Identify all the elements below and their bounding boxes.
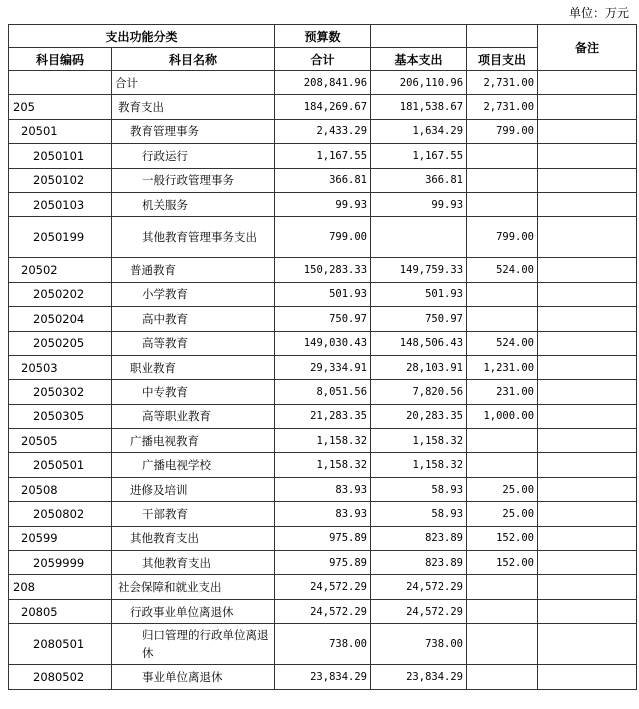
- cell-remark: [538, 307, 637, 331]
- cell-code: 2050802: [9, 502, 112, 526]
- table-row: [9, 624, 637, 665]
- cell-name: 教育管理事务: [112, 119, 275, 143]
- col-code-header: 科目编码: [9, 48, 112, 71]
- cell-remark: [538, 502, 637, 526]
- cell-name: 高等教育: [112, 331, 275, 355]
- cell-total: 1,167.55: [275, 144, 371, 168]
- cell-basic: 206,110.96: [371, 71, 467, 95]
- cell-remark: [538, 575, 637, 599]
- cell-remark: [538, 217, 637, 258]
- cell-remark: [538, 380, 637, 404]
- cell-basic: 366.81: [371, 168, 467, 192]
- cell-project: 25.00: [467, 502, 538, 526]
- cell-name: 其他教育管理事务支出: [112, 217, 275, 258]
- cell-basic: [371, 217, 467, 258]
- cell-remark: [538, 258, 637, 282]
- cell-total: 149,030.43: [275, 331, 371, 355]
- budget-title: 预算数: [275, 25, 371, 48]
- cell-basic: 501.93: [371, 282, 467, 306]
- cell-project: [467, 282, 538, 306]
- table-row: [9, 551, 637, 575]
- cell-total: 29,334.91: [275, 355, 371, 379]
- cell-code: 20599: [9, 526, 112, 550]
- cell-remark: [538, 551, 637, 575]
- cell-basic: 738.00: [371, 624, 467, 665]
- cell-remark: [538, 404, 637, 428]
- cell-total: 366.81: [275, 168, 371, 192]
- cell-name: 一般行政管理事务: [112, 168, 275, 192]
- table-row: [9, 502, 637, 526]
- cell-project: [467, 168, 538, 192]
- cell-basic: 99.93: [371, 192, 467, 216]
- cell-name: 事业单位离退休: [112, 665, 275, 689]
- cell-total: 184,269.67: [275, 95, 371, 119]
- cell-basic: 58.93: [371, 502, 467, 526]
- cell-remark: [538, 95, 637, 119]
- table-row: [9, 217, 637, 258]
- cell-total: 975.89: [275, 551, 371, 575]
- cell-total: 1,158.32: [275, 453, 371, 477]
- cell-total: 799.00: [275, 217, 371, 258]
- cell-project: [467, 429, 538, 453]
- cell-name: 干部教育: [112, 502, 275, 526]
- cell-name: 中专教育: [112, 380, 275, 404]
- cell-total: 2,433.29: [275, 119, 371, 143]
- table-row: [9, 258, 637, 282]
- cell-code: 2050305: [9, 404, 112, 428]
- cell-remark: [538, 453, 637, 477]
- cell-basic: 1,634.29: [371, 119, 467, 143]
- cell-remark: [538, 665, 637, 689]
- cell-name: 广播电视学校: [112, 453, 275, 477]
- table-row: [9, 575, 637, 599]
- cell-project: 2,731.00: [467, 71, 538, 95]
- table-row: [9, 453, 637, 477]
- remark-header: 备注: [538, 25, 637, 71]
- table-row: [9, 119, 637, 143]
- cell-basic: 148,506.43: [371, 331, 467, 355]
- header-empty-2: [467, 25, 538, 48]
- table-row: [9, 355, 637, 379]
- cell-remark: [538, 477, 637, 501]
- cell-code: 20501: [9, 119, 112, 143]
- cell-basic: 20,283.35: [371, 404, 467, 428]
- cell-project: 231.00: [467, 380, 538, 404]
- cell-basic: 1,167.55: [371, 144, 467, 168]
- cell-code: 20508: [9, 477, 112, 501]
- cell-code: 2050204: [9, 307, 112, 331]
- cell-code: 205: [9, 95, 112, 119]
- cell-total: 738.00: [275, 624, 371, 665]
- cell-remark: [538, 429, 637, 453]
- table-row: [9, 380, 637, 404]
- cell-total: 750.97: [275, 307, 371, 331]
- cell-project: 799.00: [467, 119, 538, 143]
- table-row: [9, 168, 637, 192]
- col-total-header: 合计: [275, 48, 371, 71]
- cell-name: 社会保障和就业支出: [112, 575, 275, 599]
- table-row: [9, 331, 637, 355]
- cell-total: 99.93: [275, 192, 371, 216]
- unit-label: 单位：万元: [568, 6, 629, 20]
- cell-code: 2050103: [9, 192, 112, 216]
- cell-remark: [538, 119, 637, 143]
- table-row: [9, 192, 637, 216]
- cell-name: 职业教育: [112, 355, 275, 379]
- table-row: [9, 307, 637, 331]
- cell-remark: [538, 599, 637, 623]
- cell-name: 归口管理的行政单位离退休: [112, 624, 275, 665]
- cell-remark: [538, 71, 637, 95]
- header-row-1: [9, 25, 637, 48]
- cell-name: 高中教育: [112, 307, 275, 331]
- cell-basic: 1,158.32: [371, 429, 467, 453]
- cell-project: [467, 453, 538, 477]
- cell-project: [467, 599, 538, 623]
- cell-total: 975.89: [275, 526, 371, 550]
- cell-remark: [538, 624, 637, 665]
- cell-total: 501.93: [275, 282, 371, 306]
- header-empty-1: [371, 25, 467, 48]
- table-row: [9, 404, 637, 428]
- cell-basic: 823.89: [371, 526, 467, 550]
- cell-total: 1,158.32: [275, 429, 371, 453]
- cell-project: [467, 192, 538, 216]
- cell-remark: [538, 192, 637, 216]
- cell-code: 20502: [9, 258, 112, 282]
- cell-remark: [538, 282, 637, 306]
- cell-basic: 28,103.91: [371, 355, 467, 379]
- cell-project: 152.00: [467, 551, 538, 575]
- budget-table: [8, 24, 637, 690]
- cell-name: 教育支出: [112, 95, 275, 119]
- table-row: [9, 526, 637, 550]
- cell-name: 合计: [112, 71, 275, 95]
- cell-project: 1,231.00: [467, 355, 538, 379]
- cell-name: 机关服务: [112, 192, 275, 216]
- cell-code: 2050205: [9, 331, 112, 355]
- cell-code: 2050101: [9, 144, 112, 168]
- cell-code: 2080502: [9, 665, 112, 689]
- cell-basic: 7,820.56: [371, 380, 467, 404]
- cell-code: 2050202: [9, 282, 112, 306]
- cell-project: 799.00: [467, 217, 538, 258]
- cell-code: 208: [9, 575, 112, 599]
- cell-name: 小学教育: [112, 282, 275, 306]
- cell-remark: [538, 355, 637, 379]
- cell-total: 208,841.96: [275, 71, 371, 95]
- cell-code: 2050302: [9, 380, 112, 404]
- col-basic-header: 基本支出: [371, 48, 467, 71]
- cell-name: 其他教育支出: [112, 526, 275, 550]
- cell-code: 2080501: [9, 624, 112, 665]
- cell-total: 24,572.29: [275, 599, 371, 623]
- col-name-header: 科目名称: [112, 48, 275, 71]
- cell-total: 83.93: [275, 477, 371, 501]
- cell-project: 2,731.00: [467, 95, 538, 119]
- cell-remark: [538, 526, 637, 550]
- cell-basic: 1,158.32: [371, 453, 467, 477]
- cell-basic: 149,759.33: [371, 258, 467, 282]
- cell-project: [467, 665, 538, 689]
- cell-project: 152.00: [467, 526, 538, 550]
- group-title: 支出功能分类: [9, 25, 275, 48]
- cell-basic: 24,572.29: [371, 575, 467, 599]
- table-row: [9, 599, 637, 623]
- table-row: [9, 144, 637, 168]
- cell-name: 进修及培训: [112, 477, 275, 501]
- table-row: [9, 95, 637, 119]
- cell-code: [9, 71, 112, 95]
- cell-project: 524.00: [467, 331, 538, 355]
- cell-basic: 181,538.67: [371, 95, 467, 119]
- cell-code: 20805: [9, 599, 112, 623]
- table-row: [9, 477, 637, 501]
- cell-total: 150,283.33: [275, 258, 371, 282]
- cell-name: 其他教育支出: [112, 551, 275, 575]
- table-row: [9, 71, 637, 95]
- cell-code: 2050102: [9, 168, 112, 192]
- cell-name: 行政事业单位离退休: [112, 599, 275, 623]
- cell-name: 广播电视教育: [112, 429, 275, 453]
- cell-remark: [538, 144, 637, 168]
- cell-project: 524.00: [467, 258, 538, 282]
- cell-code: 2050199: [9, 217, 112, 258]
- cell-total: 23,834.29: [275, 665, 371, 689]
- table-row: [9, 282, 637, 306]
- cell-basic: 23,834.29: [371, 665, 467, 689]
- cell-code: 2050501: [9, 453, 112, 477]
- cell-total: 8,051.56: [275, 380, 371, 404]
- cell-basic: 24,572.29: [371, 599, 467, 623]
- table-row: [9, 665, 637, 689]
- cell-total: 83.93: [275, 502, 371, 526]
- cell-project: [467, 307, 538, 331]
- cell-project: 25.00: [467, 477, 538, 501]
- table-row: [9, 429, 637, 453]
- cell-remark: [538, 168, 637, 192]
- cell-basic: 823.89: [371, 551, 467, 575]
- cell-name: 高等职业教育: [112, 404, 275, 428]
- cell-basic: 750.97: [371, 307, 467, 331]
- cell-name: 普通教育: [112, 258, 275, 282]
- cell-code: 20505: [9, 429, 112, 453]
- cell-total: 24,572.29: [275, 575, 371, 599]
- col-project-header: 项目支出: [467, 48, 538, 71]
- cell-project: [467, 144, 538, 168]
- cell-project: [467, 575, 538, 599]
- cell-total: 21,283.35: [275, 404, 371, 428]
- cell-code: 2059999: [9, 551, 112, 575]
- cell-basic: 58.93: [371, 477, 467, 501]
- cell-remark: [538, 331, 637, 355]
- cell-project: [467, 624, 538, 665]
- cell-code: 20503: [9, 355, 112, 379]
- cell-name: 行政运行: [112, 144, 275, 168]
- cell-project: 1,000.00: [467, 404, 538, 428]
